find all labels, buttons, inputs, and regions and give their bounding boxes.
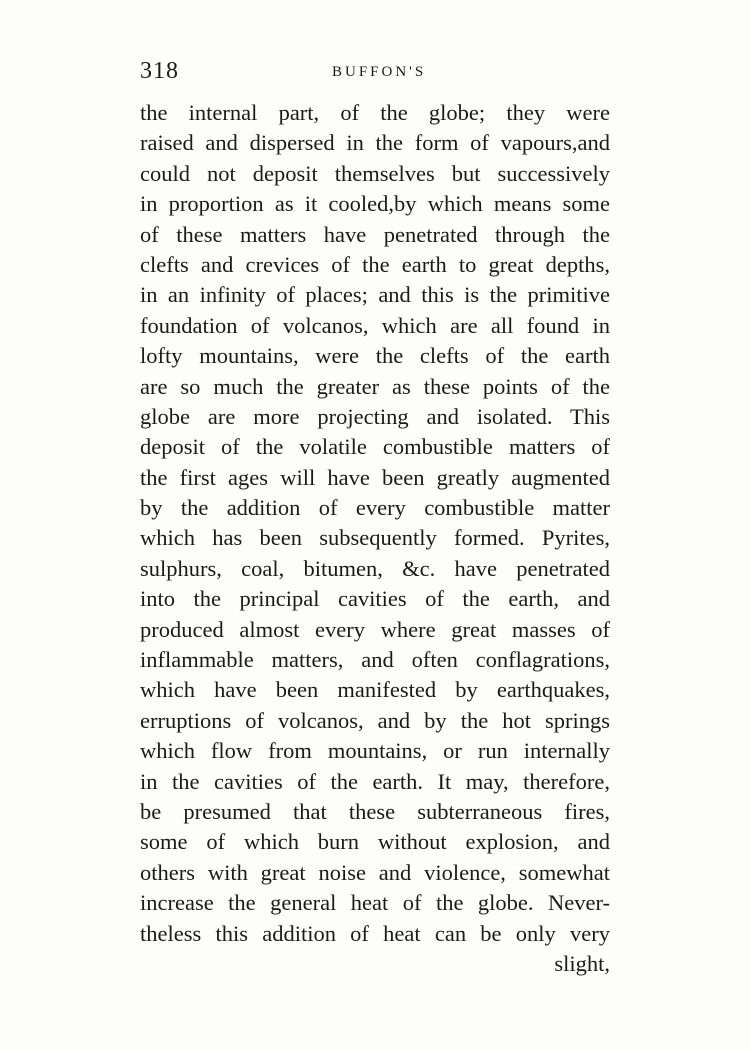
page-number: 318 [140, 58, 179, 84]
text-line: could not deposit themselves but successively [140, 160, 610, 186]
text-line: sulphurs, coal, bitumen, &c. have penetrated [140, 555, 610, 581]
text-line: some of which burn without explosion, and [140, 829, 610, 855]
text-line: of these matters have penetrated through the [140, 221, 610, 247]
text-line: globe are more projecting and isolated. This [140, 403, 610, 429]
text-line: deposit of the volatile combustible matters of [140, 434, 610, 460]
running-head: BUFFON'S [332, 64, 427, 80]
text-line: be presumed that these subterraneous fires, [140, 798, 610, 824]
text-line: in the cavities of the earth. It may, therefore, [140, 768, 610, 794]
text-line: increase the general heat of the globe. Never- [140, 890, 610, 916]
text-line: inflammable matters, and often conflagrations, [140, 647, 610, 673]
text-line: slight, [554, 950, 610, 976]
text-line: erruptions of volcanos, and by the hot springs [140, 707, 610, 733]
body-text [140, 98, 610, 979]
text-line: produced almost every where great masses of [140, 616, 610, 642]
text-line: which has been subsequently formed. Pyrites, [140, 525, 610, 551]
page-header [140, 58, 610, 88]
text-line: which flow from mountains, or run internally [140, 738, 610, 764]
text-line: raised and dispersed in the form of vapours,and [140, 130, 610, 156]
text-line: clefts and crevices of the earth to great depths, [140, 251, 610, 277]
text-line: by the addition of every combustible matter [140, 495, 610, 521]
text-line: lofty mountains, were the clefts of the earth [140, 343, 610, 369]
text-line: the first ages will have been greatly augmented [140, 464, 610, 490]
text-line: the internal part, of the globe; they were [140, 100, 610, 125]
text-line: foundation of volcanos, which are all found in [140, 312, 610, 338]
text-line: others with great noise and violence, somewhat [140, 859, 610, 885]
text-line: into the principal cavities of the earth, and [140, 586, 610, 612]
text-line: are so much the greater as these points of the [140, 373, 610, 399]
text-line: theless this addition of heat can be only very [140, 920, 610, 946]
text-line: which have been manifested by earthquakes, [140, 677, 610, 703]
text-line: in an infinity of places; and this is the primitive [140, 282, 610, 308]
text-line: in proportion as it cooled,by which means some [140, 191, 610, 217]
